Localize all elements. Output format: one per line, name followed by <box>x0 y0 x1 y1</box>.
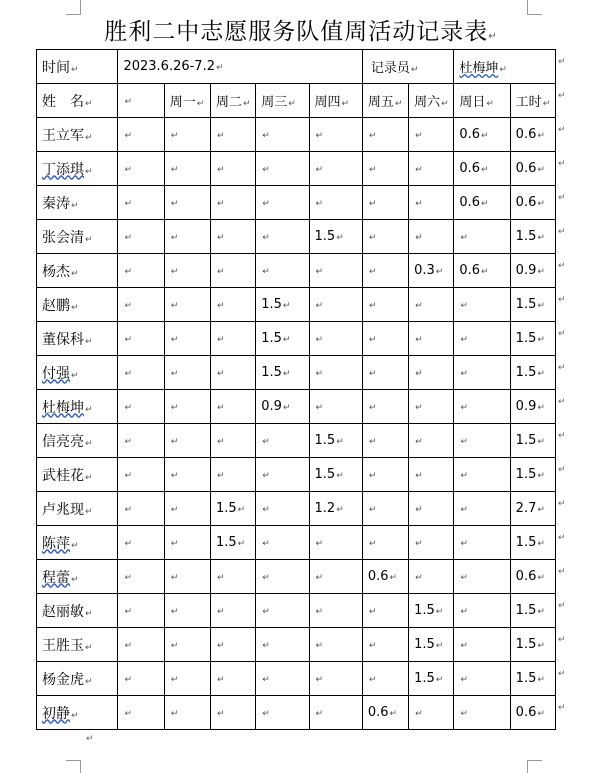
header-cell[interactable]: 周三↵ <box>256 84 309 118</box>
cell-wed[interactable]: ↵ <box>256 594 309 628</box>
name-cell[interactable]: 王胜玉↵ <box>37 628 118 662</box>
row-end-mark: ↵ <box>558 499 566 509</box>
crop-mark-top-left <box>66 0 81 15</box>
cell-mon[interactable]: ↵ <box>164 492 210 526</box>
name-cell[interactable]: 董保科↵ <box>37 322 118 356</box>
cell-thu[interactable]: ↵ <box>309 526 362 560</box>
cell-thu[interactable]: ↵ <box>309 594 362 628</box>
cell-sun[interactable]: ↵ <box>454 696 510 730</box>
name-cell[interactable]: 丁添琪↵ <box>37 152 118 186</box>
cell-fri[interactable]: ↵ <box>362 628 408 662</box>
cell-blank[interactable]: ↵ <box>118 186 164 220</box>
cell-hours[interactable]: 0.6↵ <box>510 560 555 594</box>
row-end-mark: ↵ <box>558 431 566 441</box>
cell-fri[interactable]: ↵ <box>362 254 408 288</box>
header-cell[interactable]: 周五↵ <box>362 84 408 118</box>
cell-sat[interactable]: 1.5↵ <box>409 662 454 696</box>
cell-fri[interactable]: ↵ <box>362 390 408 424</box>
cell-tue[interactable]: ↵ <box>210 424 255 458</box>
cell-mon[interactable]: ↵ <box>164 288 210 322</box>
header-cell[interactable]: 周日↵ <box>454 84 510 118</box>
cell-thu[interactable]: ↵ <box>309 696 362 730</box>
cell-blank[interactable]: ↵ <box>118 322 164 356</box>
cell-fri[interactable]: ↵ <box>362 594 408 628</box>
table-row <box>37 152 556 186</box>
name-cell[interactable]: 陈萍↵ <box>37 526 118 560</box>
table-row <box>37 458 556 492</box>
cell-sat[interactable]: ↵ <box>409 288 454 322</box>
recorder-value-cell[interactable]: 杜梅坤↵ <box>454 50 556 84</box>
cell-wed[interactable]: ↵ <box>256 492 309 526</box>
table-row <box>37 492 556 526</box>
cell-wed[interactable]: 0.9↵ <box>256 390 309 424</box>
cell-tue[interactable]: ↵ <box>210 390 255 424</box>
header-row <box>37 84 556 118</box>
cell-blank[interactable]: ↵ <box>118 526 164 560</box>
cell-blank[interactable]: ↵ <box>118 118 164 152</box>
cell-blank[interactable]: ↵ <box>118 560 164 594</box>
cell-fri[interactable]: ↵ <box>362 152 408 186</box>
cell-thu[interactable]: 1.5↵ <box>309 220 362 254</box>
cell-hours[interactable]: 1.5↵ <box>510 458 555 492</box>
cell-mon[interactable]: ↵ <box>164 390 210 424</box>
cell-sun[interactable]: ↵ <box>454 628 510 662</box>
cell-thu[interactable]: ↵ <box>309 322 362 356</box>
cell-sun[interactable]: ↵ <box>454 220 510 254</box>
cell-tue[interactable]: ↵ <box>210 220 255 254</box>
row-end-mark: ↵ <box>558 125 566 135</box>
cell-blank[interactable]: ↵ <box>118 492 164 526</box>
table-row <box>37 696 556 730</box>
cell-sat[interactable]: ↵ <box>409 560 454 594</box>
cell-sat[interactable]: ↵ <box>409 458 454 492</box>
cell-wed[interactable]: ↵ <box>256 186 309 220</box>
cell-sat[interactable]: ↵ <box>409 322 454 356</box>
cell-tue[interactable]: ↵ <box>210 322 255 356</box>
cell-sat[interactable]: 1.5↵ <box>409 628 454 662</box>
row-end-mark: ↵ <box>558 363 566 373</box>
cell-wed[interactable]: 1.5↵ <box>256 288 309 322</box>
cell-tue[interactable]: ↵ <box>210 254 255 288</box>
table-row <box>37 594 556 628</box>
cell-hours[interactable]: 1.5↵ <box>510 356 555 390</box>
cell-sat[interactable]: ↵ <box>409 696 454 730</box>
cell-hours[interactable]: 2.7↵ <box>510 492 555 526</box>
cell-sat[interactable]: ↵ <box>409 118 454 152</box>
document-title <box>0 17 602 52</box>
cell-hours[interactable]: 0.9↵ <box>510 390 555 424</box>
name-cell[interactable]: 张会清↵ <box>37 220 118 254</box>
cell-sat[interactable]: ↵ <box>409 390 454 424</box>
name-cell[interactable]: 武桂花↵ <box>37 458 118 492</box>
cell-hours[interactable]: 0.6↵ <box>510 152 555 186</box>
table-row <box>37 424 556 458</box>
cell-sun[interactable]: ↵ <box>454 458 510 492</box>
cell-tue[interactable]: ↵ <box>210 458 255 492</box>
cell-thu[interactable]: ↵ <box>309 254 362 288</box>
cell-sun[interactable]: 0.6↵ <box>454 186 510 220</box>
cell-hours[interactable]: 1.5↵ <box>510 322 555 356</box>
table-row <box>37 356 556 390</box>
cell-sun[interactable]: 0.6↵ <box>454 254 510 288</box>
cell-sat[interactable]: ↵ <box>409 186 454 220</box>
name-cell[interactable]: 杨杰↵ <box>37 254 118 288</box>
table-row <box>37 390 556 424</box>
document-end-mark: ↵ <box>86 734 94 744</box>
cell-wed[interactable]: ↵ <box>256 662 309 696</box>
cell-fri[interactable]: ↵ <box>362 288 408 322</box>
cell-wed[interactable]: 1.5↵ <box>256 322 309 356</box>
recorder-label-cell[interactable]: 记录员↵ <box>362 50 454 84</box>
row-end-mark: ↵ <box>558 295 566 305</box>
crop-mark-bottom-right <box>527 760 542 773</box>
cell-mon[interactable]: ↵ <box>164 186 210 220</box>
cell-sat[interactable]: ↵ <box>409 526 454 560</box>
cell-fri[interactable]: 0.6↵ <box>362 560 408 594</box>
cell-hours[interactable]: 1.5↵ <box>510 526 555 560</box>
row-end-mark: ↵ <box>558 567 566 577</box>
cell-sat[interactable]: 1.5↵ <box>409 594 454 628</box>
cell-mon[interactable]: ↵ <box>164 220 210 254</box>
cell-hours[interactable]: 0.6↵ <box>510 186 555 220</box>
cell-thu[interactable]: ↵ <box>309 628 362 662</box>
cell-fri[interactable]: ↵ <box>362 356 408 390</box>
cell-wed[interactable]: 1.5↵ <box>256 356 309 390</box>
cell-blank[interactable]: ↵ <box>118 424 164 458</box>
cell-wed[interactable]: ↵ <box>256 220 309 254</box>
cell-sun[interactable]: ↵ <box>454 560 510 594</box>
cell-thu[interactable]: ↵ <box>309 186 362 220</box>
cell-mon[interactable]: ↵ <box>164 356 210 390</box>
name-cell[interactable]: 杜梅坤↵ <box>37 390 118 424</box>
row-end-mark: ↵ <box>558 397 566 407</box>
header-cell[interactable]: ↵ <box>118 84 164 118</box>
cell-mon[interactable]: ↵ <box>164 458 210 492</box>
cell-thu[interactable]: 1.2↵ <box>309 492 362 526</box>
cell-fri[interactable]: ↵ <box>362 424 408 458</box>
cell-blank[interactable]: ↵ <box>118 458 164 492</box>
cell-tue[interactable]: 1.5↵ <box>210 492 255 526</box>
cell-blank[interactable]: ↵ <box>118 594 164 628</box>
cell-tue[interactable]: ↵ <box>210 594 255 628</box>
crop-mark-top-right <box>527 0 542 15</box>
cell-hours[interactable]: 1.5↵ <box>510 424 555 458</box>
name-cell[interactable]: 初静↵ <box>37 696 118 730</box>
cell-tue[interactable]: ↵ <box>210 662 255 696</box>
cell-sat[interactable]: ↵ <box>409 492 454 526</box>
header-cell[interactable]: 周四↵ <box>309 84 362 118</box>
cell-sun[interactable]: ↵ <box>454 390 510 424</box>
cell-sun[interactable]: 0.6↵ <box>454 152 510 186</box>
row-end-mark: ↵ <box>558 601 566 611</box>
cell-mon[interactable]: ↵ <box>164 424 210 458</box>
cell-blank[interactable]: ↵ <box>118 288 164 322</box>
cell-fri[interactable]: ↵ <box>362 492 408 526</box>
cell-blank[interactable]: ↵ <box>118 662 164 696</box>
cell-wed[interactable]: ↵ <box>256 254 309 288</box>
cell-blank[interactable]: ↵ <box>118 152 164 186</box>
cell-mon[interactable]: ↵ <box>164 254 210 288</box>
cell-blank[interactable]: ↵ <box>118 696 164 730</box>
cell-hours[interactable]: 0.6↵ <box>510 696 555 730</box>
row-end-mark: ↵ <box>558 669 566 679</box>
table-row <box>37 220 556 254</box>
cell-sun[interactable]: ↵ <box>454 662 510 696</box>
cell-hours[interactable]: 1.5↵ <box>510 628 555 662</box>
cell-blank[interactable]: ↵ <box>118 390 164 424</box>
info-row <box>37 50 556 84</box>
cell-hours[interactable]: 0.6↵ <box>510 118 555 152</box>
table-row <box>37 322 556 356</box>
cell-wed[interactable]: ↵ <box>256 628 309 662</box>
name-cell[interactable]: 杨金虎↵ <box>37 662 118 696</box>
cell-tue[interactable]: ↵ <box>210 118 255 152</box>
name-cell[interactable]: 赵鹏↵ <box>37 288 118 322</box>
table-row <box>37 186 556 220</box>
cell-tue[interactable]: ↵ <box>210 628 255 662</box>
cell-hours[interactable]: 1.5↵ <box>510 220 555 254</box>
cell-sun[interactable]: ↵ <box>454 356 510 390</box>
name-cell[interactable]: 程蕾↵ <box>37 560 118 594</box>
cell-mon[interactable]: ↵ <box>164 322 210 356</box>
cell-sat[interactable]: ↵ <box>409 220 454 254</box>
cell-hours[interactable]: 1.5↵ <box>510 288 555 322</box>
cell-wed[interactable]: ↵ <box>256 696 309 730</box>
cell-sat[interactable]: ↵ <box>409 152 454 186</box>
cell-sun[interactable]: ↵ <box>454 322 510 356</box>
header-cell[interactable]: 周二↵ <box>210 84 255 118</box>
cell-mon[interactable]: ↵ <box>164 526 210 560</box>
cell-thu[interactable]: ↵ <box>309 390 362 424</box>
table-row <box>37 526 556 560</box>
cell-thu[interactable]: ↵ <box>309 152 362 186</box>
row-end-mark: ↵ <box>558 91 566 101</box>
cell-mon[interactable]: ↵ <box>164 628 210 662</box>
cell-fri[interactable]: ↵ <box>362 458 408 492</box>
cell-hours[interactable]: 1.5↵ <box>510 594 555 628</box>
table-row <box>37 560 556 594</box>
cell-mon[interactable]: ↵ <box>164 560 210 594</box>
cell-sun[interactable]: ↵ <box>454 492 510 526</box>
cell-wed[interactable]: ↵ <box>256 560 309 594</box>
cell-thu[interactable]: ↵ <box>309 662 362 696</box>
cell-tue[interactable]: ↵ <box>210 152 255 186</box>
cell-wed[interactable]: ↵ <box>256 152 309 186</box>
cell-wed[interactable]: ↵ <box>256 526 309 560</box>
cell-sat[interactable]: ↵ <box>409 356 454 390</box>
cell-mon[interactable]: ↵ <box>164 152 210 186</box>
cell-sat[interactable]: 0.3↵ <box>409 254 454 288</box>
cell-thu[interactable]: 1.5↵ <box>309 458 362 492</box>
name-cell[interactable]: 付强↵ <box>37 356 118 390</box>
cell-tue[interactable]: ↵ <box>210 288 255 322</box>
name-cell[interactable]: 信亮亮↵ <box>37 424 118 458</box>
cell-fri[interactable]: ↵ <box>362 118 408 152</box>
cell-sun[interactable]: ↵ <box>454 424 510 458</box>
cell-thu[interactable]: ↵ <box>309 288 362 322</box>
cell-fri[interactable]: ↵ <box>362 662 408 696</box>
row-end-mark: ↵ <box>558 329 566 339</box>
cell-wed[interactable]: ↵ <box>256 424 309 458</box>
time-value-cell[interactable]: 2023.6.26-7.2↵ <box>118 50 362 84</box>
cell-wed[interactable]: ↵ <box>256 118 309 152</box>
table-row <box>37 254 556 288</box>
row-end-mark: ↵ <box>558 227 566 237</box>
row-end-mark: ↵ <box>558 533 566 543</box>
cell-hours[interactable]: 1.5↵ <box>510 662 555 696</box>
crop-mark-bottom-left <box>66 760 81 773</box>
cell-fri[interactable]: ↵ <box>362 322 408 356</box>
cell-blank[interactable]: ↵ <box>118 356 164 390</box>
header-cell[interactable]: 姓 名↵ <box>37 84 118 118</box>
cell-sun[interactable]: 0.6↵ <box>454 118 510 152</box>
cell-blank[interactable]: ↵ <box>118 254 164 288</box>
cell-hours[interactable]: 0.9↵ <box>510 254 555 288</box>
header-cell[interactable]: 周六↵ <box>409 84 454 118</box>
cell-thu[interactable]: ↵ <box>309 356 362 390</box>
name-cell[interactable]: 卢兆现↵ <box>37 492 118 526</box>
header-cell[interactable]: 周一↵ <box>164 84 210 118</box>
row-end-mark: ↵ <box>558 159 566 169</box>
cell-blank[interactable]: ↵ <box>118 628 164 662</box>
cell-tue[interactable]: ↵ <box>210 696 255 730</box>
cell-fri[interactable]: 0.6↵ <box>362 696 408 730</box>
cell-sun[interactable]: ↵ <box>454 594 510 628</box>
time-label-cell[interactable]: 时间↵ <box>37 50 118 84</box>
cell-sun[interactable]: ↵ <box>454 526 510 560</box>
name-cell[interactable]: 赵丽敏↵ <box>37 594 118 628</box>
row-end-mark: ↵ <box>558 635 566 645</box>
cell-fri[interactable]: ↵ <box>362 220 408 254</box>
name-cell[interactable]: 王立军↵ <box>37 118 118 152</box>
cell-mon[interactable]: ↵ <box>164 118 210 152</box>
table-row <box>37 288 556 322</box>
cell-mon[interactable]: ↵ <box>164 696 210 730</box>
cell-tue[interactable]: ↵ <box>210 356 255 390</box>
cell-mon[interactable]: ↵ <box>164 662 210 696</box>
record-table <box>36 49 556 730</box>
cell-thu[interactable]: ↵ <box>309 118 362 152</box>
header-cell[interactable]: 工时↵ <box>510 84 555 118</box>
table-row <box>37 628 556 662</box>
cell-sun[interactable]: ↵ <box>454 288 510 322</box>
name-cell[interactable]: 秦涛↵ <box>37 186 118 220</box>
cell-fri[interactable]: ↵ <box>362 186 408 220</box>
cell-tue[interactable]: 1.5↵ <box>210 526 255 560</box>
cell-sat[interactable]: ↵ <box>409 424 454 458</box>
cell-fri[interactable]: ↵ <box>362 526 408 560</box>
document-title-text: 胜利二中志愿服务队值周活动记录表 <box>104 19 489 45</box>
row-end-mark: ↵ <box>558 465 566 475</box>
cell-thu[interactable]: 1.5↵ <box>309 424 362 458</box>
cell-thu[interactable]: ↵ <box>309 560 362 594</box>
row-end-mark: ↵ <box>558 57 566 67</box>
paragraph-mark-icon: ↵ <box>488 31 498 42</box>
cell-mon[interactable]: ↵ <box>164 594 210 628</box>
cell-blank[interactable]: ↵ <box>118 220 164 254</box>
table-row <box>37 118 556 152</box>
cell-tue[interactable]: ↵ <box>210 186 255 220</box>
cell-tue[interactable]: ↵ <box>210 560 255 594</box>
row-end-mark: ↵ <box>558 703 566 713</box>
table-row <box>37 662 556 696</box>
row-end-mark: ↵ <box>558 261 566 271</box>
cell-wed[interactable]: ↵ <box>256 458 309 492</box>
row-end-mark: ↵ <box>558 193 566 203</box>
